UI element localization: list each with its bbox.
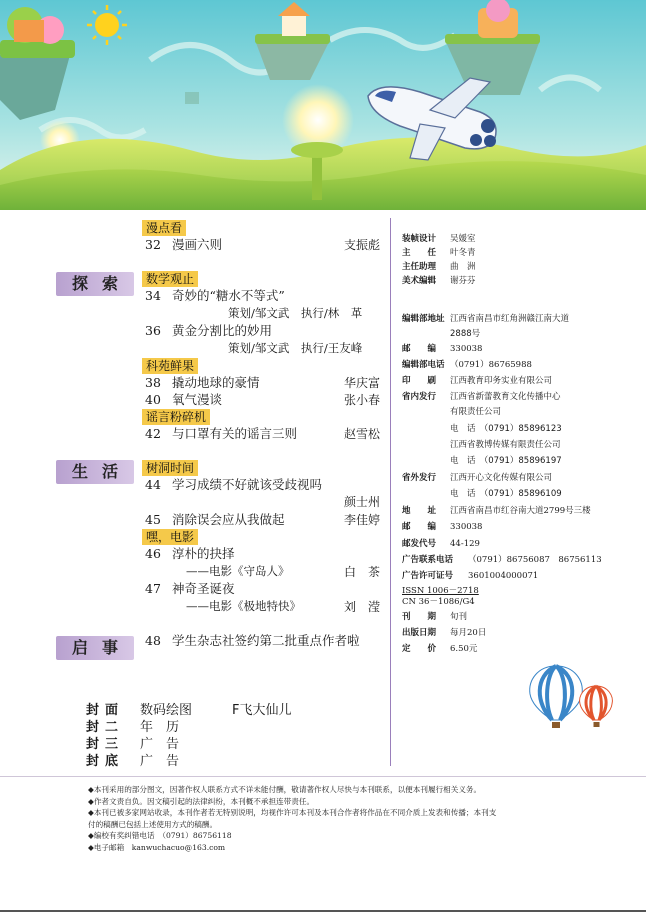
toc-entry[interactable]: [145, 581, 381, 597]
tag-science: 科苑鲜果: [142, 358, 198, 374]
page-number: 40: [145, 392, 161, 407]
entry-title: 消除误会应从我做起: [172, 512, 285, 527]
page-number: 38: [145, 375, 161, 390]
entry-author: 李佳婷: [344, 513, 381, 527]
masthead-row: 电 话 （0791）85896109: [450, 489, 562, 499]
entry-title: 学习成绩不好就该受歧视吗: [172, 477, 323, 492]
masthead-row: 刊 期 旬刊: [402, 612, 468, 622]
page-number: 45: [145, 512, 161, 527]
entry-title: 漫画六则: [172, 237, 223, 252]
masthead-row: 2888号: [450, 329, 481, 339]
entry-title: 氧气漫谈: [172, 392, 223, 407]
entry-author: 华庆富: [344, 376, 381, 390]
tag-manhua: 漫点看: [142, 220, 186, 236]
entry-title: 撬动地球的豪情: [172, 375, 260, 390]
masthead-row: 广告联系电话 （0791）86756087 86756113: [402, 555, 602, 565]
entry-author: 刘 滢: [344, 600, 381, 614]
page-number: 42: [145, 426, 161, 441]
masthead-row: 省内发行 江西省新蕾教育文化传播中心: [402, 392, 561, 402]
masthead-row: 印 刷 江西教育印务实业有限公司: [402, 376, 553, 386]
note-line: ◆编校有奖纠错电话 （0791）86756118: [88, 831, 232, 841]
entry-title: 黄金分割比的妙用: [172, 323, 273, 338]
entry-author: 张小春: [344, 393, 381, 407]
page-number: 36: [145, 323, 161, 338]
masthead-row: 江西省教博传媒有限责任公司: [450, 440, 561, 450]
cover-credit-inside-front: 封二 年 历: [86, 720, 180, 735]
masthead-row: 主 任 叶冬青: [402, 248, 476, 258]
cover-illustration: [0, 0, 646, 210]
toc-entry[interactable]: [145, 633, 381, 649]
tag-rumor: 谣言粉碎机: [142, 409, 210, 425]
entry-author: 白 茶: [344, 565, 381, 579]
note-line: 付的稿酬已包括上述使用方式的稿酬。: [88, 819, 218, 829]
entry-title: 奇妙的“糖水不等式”: [172, 288, 285, 303]
masthead-row: 邮 编 330038: [402, 522, 483, 532]
masthead-row: 邮 编 330038: [402, 344, 483, 354]
masthead-row: 电 话 （0791）85896197: [450, 456, 562, 466]
page-number: 46: [145, 546, 161, 561]
masthead-row: 主任助理 曲 洲: [402, 262, 476, 272]
section-label-life: 生活: [56, 460, 134, 484]
page-number: 48: [145, 633, 161, 648]
hot-air-balloon-icon: [526, 664, 618, 734]
note-line: ◆本刊已被多家网站收录，本刊作者若无特别说明，均视作许可本刊及本刊合作者将作品在不同介质上发表和传播；本刊支: [88, 808, 497, 818]
tag-movie: 嘿，电影: [142, 529, 198, 545]
footer-notes: [88, 784, 588, 854]
masthead-row: 出版日期 每月20日: [402, 628, 487, 638]
masthead-row: 广告许可证号 3601004000071: [402, 571, 539, 581]
entry-title: 与口罩有关的谣言三则: [172, 426, 298, 441]
masthead-row: 邮发代号 44-129: [402, 539, 480, 549]
note-line: ◆电子邮箱 kanwuchacuo@163.com: [88, 842, 226, 852]
section-label-notice: 启事: [56, 636, 134, 660]
masthead-row: 定 价 6.50元: [402, 644, 478, 654]
entry-title: 神奇圣诞夜: [172, 581, 235, 596]
masthead-row: 有限责任公司: [450, 407, 502, 417]
entry-credit: 策划/邹文武 执行/林 革: [228, 306, 363, 320]
entry-subtitle: ——电影《极地特快》: [186, 599, 301, 613]
toc-entry[interactable]: [145, 323, 381, 339]
page-number: 32: [145, 237, 161, 252]
page-number: 47: [145, 581, 161, 596]
toc-entry[interactable]: [145, 288, 381, 304]
entry-title: 学生杂志社签约第二批重点作者啦: [172, 633, 360, 648]
footer-rule: [0, 776, 646, 777]
column-divider: [390, 218, 391, 766]
entry-subtitle: ——电影《守岛人》: [186, 564, 290, 578]
entry-author: 赵雪松: [344, 427, 381, 441]
masthead-row: 编辑部电话 （0791）86765988: [402, 360, 532, 370]
entry-title: 淳朴的抉择: [172, 546, 235, 561]
section-label-explore: 探索: [56, 272, 134, 296]
cover-credit-front: 封面 数码绘图 F飞大仙儿: [86, 703, 292, 718]
bottom-rule: [0, 910, 646, 912]
masthead-row: 电 话 （0791）85896123: [450, 424, 562, 434]
tag-treehole: 树洞时间: [142, 460, 198, 476]
masthead-row: 地 址 江西省南昌市红谷南大道2799号三楼: [402, 506, 591, 516]
masthead-row: 美术编辑 谢芬芬: [402, 276, 476, 286]
note-line: ◆本刊采用的部分图文，因著作权人联系方式不详未能付酬，敬请著作权人尽快与本刊联系，以便本刊履行相关义务。: [88, 785, 482, 794]
entry-credit: 策划/邹文武 执行/王友峰: [228, 341, 363, 355]
toc-entry[interactable]: [145, 477, 381, 493]
masthead-row: 装帧设计 吴媛室: [402, 234, 476, 244]
masthead-row: 编辑部地址 江西省南昌市红角洲赣江南大道: [402, 314, 570, 324]
cn-number: CN 36－1086/G4: [402, 597, 475, 607]
issn-number: ISSN 1006－2718: [402, 586, 479, 596]
page-number: 34: [145, 288, 161, 303]
entry-author: 支振彪: [344, 238, 381, 252]
masthead-row: 省外发行 江西开心文化传媒有限公司: [402, 473, 553, 483]
cover-credit-back: 封底 广 告: [86, 754, 180, 769]
entry-author: 颜士州: [344, 495, 381, 509]
tag-math: 数学观止: [142, 271, 198, 287]
note-line: ◆作者文责自负。因文稿引起的法律纠纷，本刊概不承担连带责任。: [88, 796, 315, 806]
toc-entry[interactable]: [145, 546, 381, 562]
page-number: 44: [145, 477, 161, 492]
cover-credit-inside-back: 封三 广 告: [86, 737, 180, 752]
